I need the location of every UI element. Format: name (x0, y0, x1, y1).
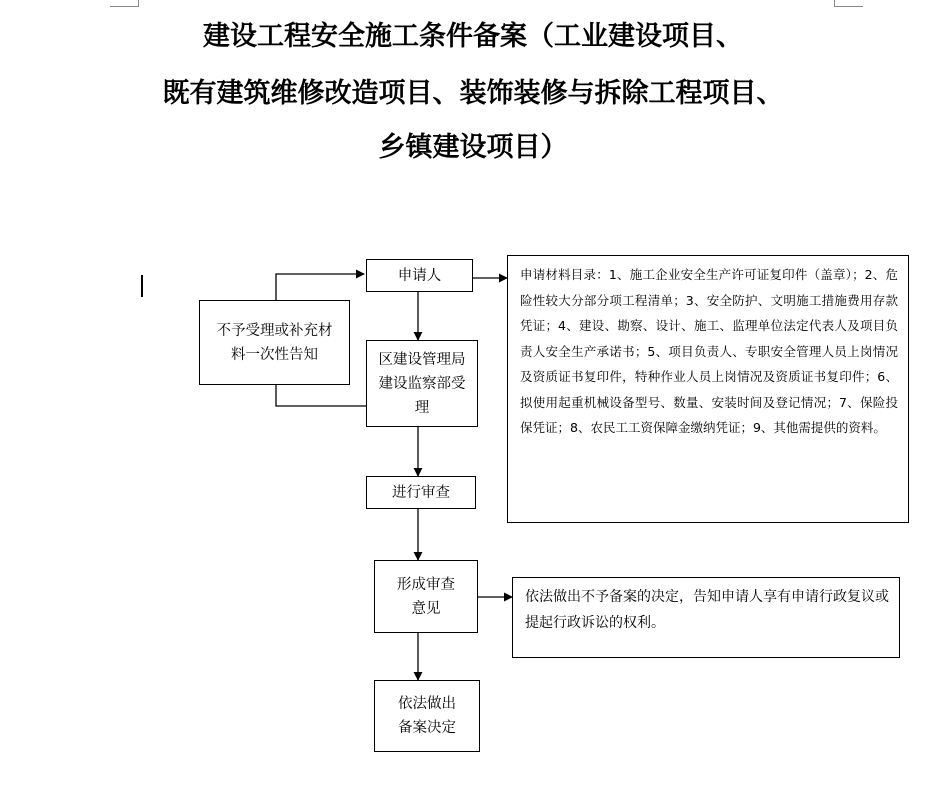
node-review (366, 476, 476, 509)
node-opinion-label: 形成审查意见 (397, 576, 455, 617)
title-line-2: 既有建筑维修改造项目、装饰装修与拆除工程项目、 (162, 78, 784, 109)
node-reject-notice-label: 不予受理或补充材料一次性告知 (216, 322, 333, 363)
connector-acceptance-to-reject (276, 384, 366, 406)
no-filing-notice-box (512, 577, 900, 658)
node-acceptance-label: 区建设管理局建设监察部受理 (378, 351, 466, 416)
connector-reject-to-applicant (276, 274, 364, 300)
materials-list-text: 申请材料目录：1、施工企业安全生产许可证复印件（盖章）；2、危险性较大分部分项工程清单；3、安全防护、文明施工措施费用存款凭证；4、建设、勘察、设计、施工、监理单位法定代表人及项目负责人安全生产承诺书；5、项目负责人、专职安全管理人员上岗情况及资质证书复印件，特种作业人员上岗情况及资质证书复印件；6、拟使用起重机械设备型号、数量、安装时间及登记情况；7、保险投保凭证；8、农民工工资保障金缴纳凭证；9、其他需提供的资料。 (520, 267, 898, 435)
node-review-label: 进行审查 (392, 484, 450, 501)
node-acceptance (366, 340, 478, 427)
materials-list-box (507, 255, 909, 523)
no-filing-notice-text: 依法做出不予备案的决定，告知申请人享有申请行政复议或提起行政诉讼的权利。 (525, 589, 889, 631)
node-reject-notice (199, 300, 350, 385)
node-opinion (374, 560, 478, 633)
title-line-3: 乡镇建设项目） (378, 132, 568, 163)
title-line-1: 建设工程安全施工条件备案（工业建设项目、 (203, 21, 743, 52)
node-decision (374, 680, 480, 752)
node-applicant (366, 259, 473, 292)
node-applicant-label: 申请人 (397, 267, 442, 284)
node-decision-label: 依法做出备案决定 (398, 696, 456, 736)
